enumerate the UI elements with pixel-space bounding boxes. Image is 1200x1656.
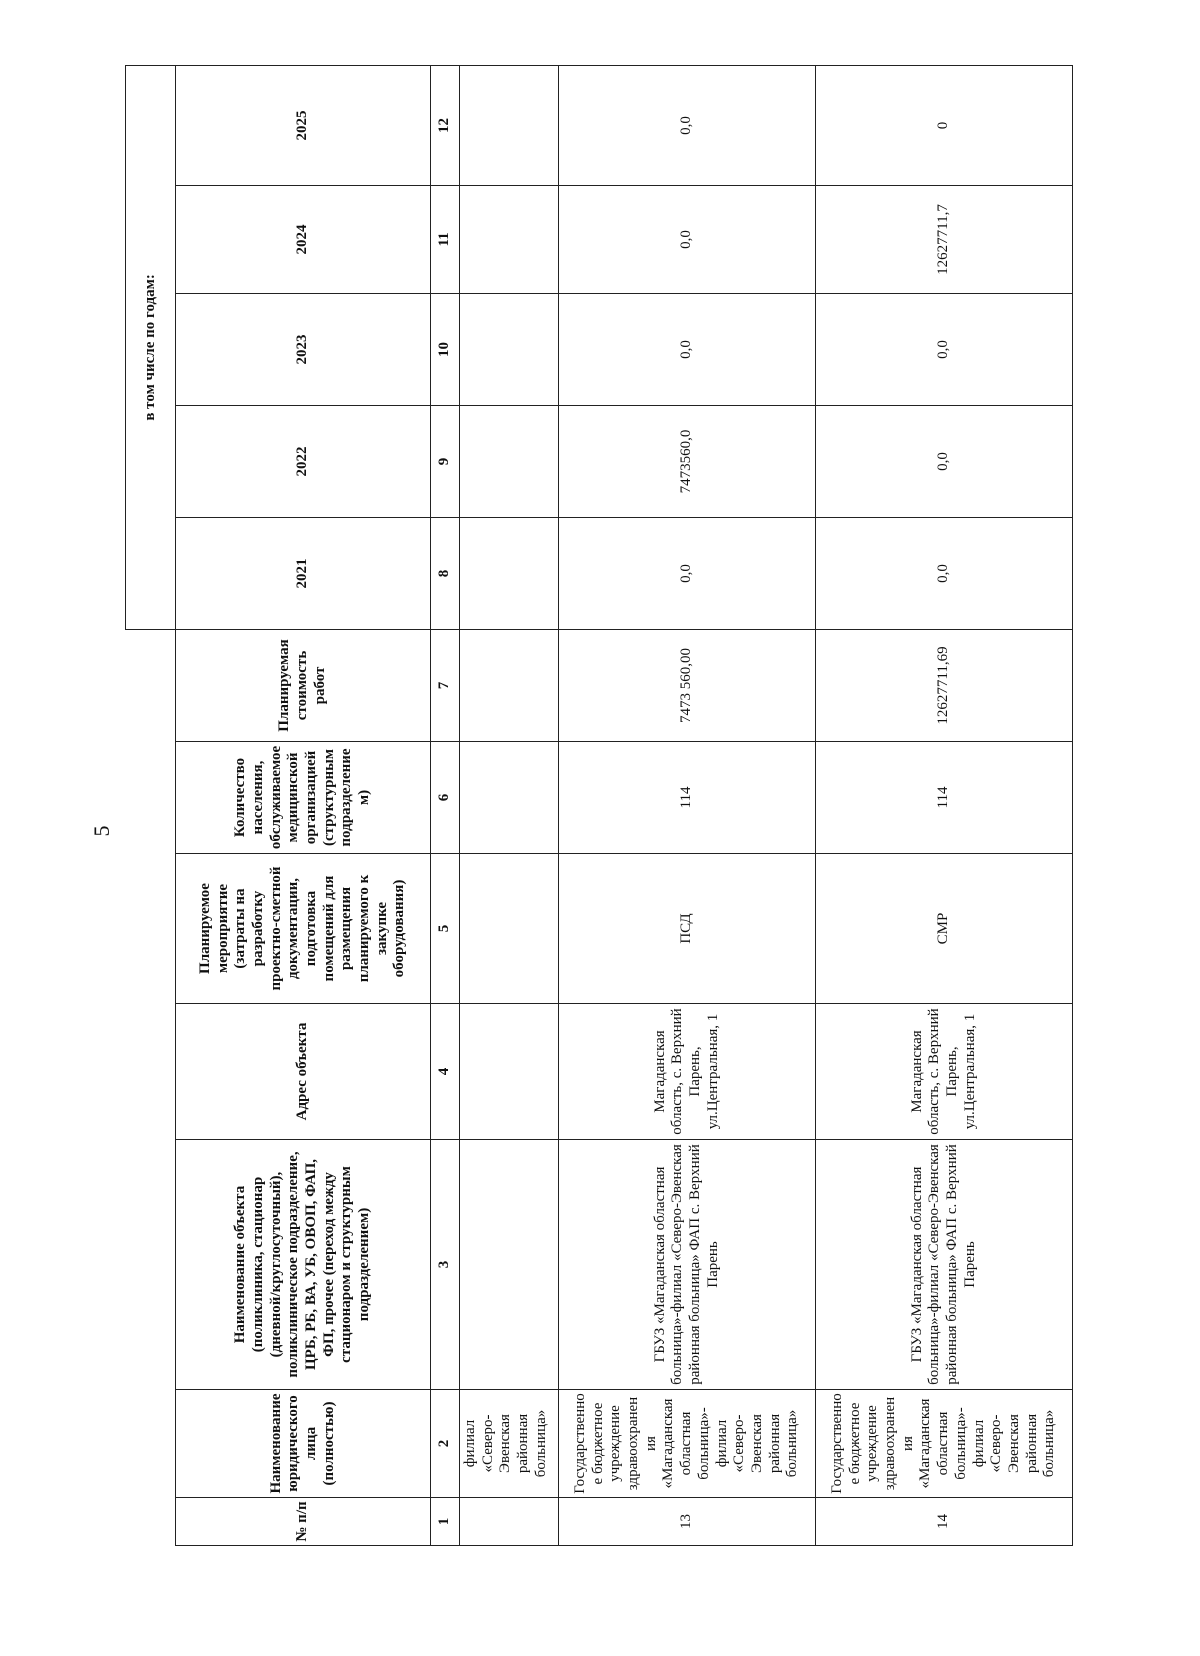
- cell-2022: [460, 405, 559, 517]
- column-number: 1: [431, 1498, 460, 1546]
- column-number: 11: [431, 185, 460, 293]
- column-number: 9: [431, 405, 460, 517]
- cell-address: [460, 1004, 559, 1140]
- column-number: 8: [431, 517, 460, 629]
- cell-2024: 12627711,7: [816, 185, 1073, 293]
- header-object-name: Наименование объекта (поликлиника, стационар (дневной/круглосуточный), поликлиническое подразделение, ЦРБ, РБ, ВА, УБ, ОВОП, ФАП, ФП, прочее (переход между стационаром и структурным подразделением): [176, 1140, 431, 1390]
- cell-object-name: [460, 1140, 559, 1390]
- header-num: № п/п: [176, 1498, 431, 1546]
- cell-population: 114: [559, 742, 816, 854]
- header-2023: 2023: [176, 293, 431, 405]
- cell-num: [460, 1498, 559, 1546]
- cell-address: Магаданская область, с. Верхний Парень, ул.Центральная, 1: [816, 1004, 1073, 1140]
- cell-population: [460, 742, 559, 854]
- header-address: Адрес объекта: [176, 1004, 431, 1140]
- cell-num: 13: [559, 1498, 816, 1546]
- cell-measure: СМР: [816, 854, 1073, 1004]
- table-row: [559, 65, 816, 1545]
- cell-2022: 7473560,0: [559, 405, 816, 517]
- cell-object-name: ГБУЗ «Магаданская областная больница»-филиал «Северо-Эвенская районная больница» ФАП с. Верхний Парень: [816, 1140, 1073, 1390]
- column-number: 7: [431, 629, 460, 741]
- cell-2023: 0,0: [559, 293, 816, 405]
- header-2024: 2024: [176, 185, 431, 293]
- column-number: 2: [431, 1390, 460, 1498]
- header-2021: 2021: [176, 517, 431, 629]
- column-number: 6: [431, 742, 460, 854]
- header-spacer: [126, 629, 176, 1545]
- column-number: 12: [431, 65, 460, 185]
- cell-legal-name: Государственное бюджетное учреждение здравоохранения «Магаданская областная больница»-филиал «Северо-Эвенская районная больница»: [559, 1390, 816, 1498]
- column-number: 4: [431, 1004, 460, 1140]
- cell-2025: [460, 65, 559, 185]
- group-header-by-years: в том числе по годам:: [126, 65, 176, 629]
- header-legal-name: Наименование юридического лица (полностью): [176, 1390, 431, 1498]
- header-population: Количество населения, обслуживаемое медицинской организацией (структурным подразделением): [176, 742, 431, 854]
- column-number: 10: [431, 293, 460, 405]
- column-number: 3: [431, 1140, 460, 1390]
- cell-2021: 0,0: [816, 517, 1073, 629]
- table-row: [460, 65, 559, 1545]
- table-row: [816, 65, 1073, 1545]
- cell-2023: 0,0: [816, 293, 1073, 405]
- header-2025: 2025: [176, 65, 431, 185]
- cell-2023: [460, 293, 559, 405]
- cell-2024: [460, 185, 559, 293]
- cell-2022: 0,0: [816, 405, 1073, 517]
- cell-2024: 0,0: [559, 185, 816, 293]
- cell-2025: 0: [816, 65, 1073, 185]
- header-2022: 2022: [176, 405, 431, 517]
- rotated-table-sheet: [125, 66, 1058, 1546]
- header-cost: Планируемая стоимость работ: [176, 629, 431, 741]
- cell-address: Магаданская область, с. Верхний Парень, ул.Центральная, 1: [559, 1004, 816, 1140]
- cell-2021: [460, 517, 559, 629]
- cell-legal-name: Государственное бюджетное учреждение здравоохранения «Магаданская областная больница»-филиал «Северо-Эвенская районная больница»: [816, 1390, 1073, 1498]
- cell-2021: 0,0: [559, 517, 816, 629]
- page-number: 5: [89, 825, 114, 837]
- cell-measure: [460, 854, 559, 1004]
- cell-2025: 0,0: [559, 65, 816, 185]
- cell-measure: ПСД: [559, 854, 816, 1004]
- column-number-row: [431, 65, 460, 1545]
- header-measure: Планируемое мероприятие (затраты на разработку проектно-сметной документации, подготовка помещений для размещения планируемого к закупке оборудования): [176, 854, 431, 1004]
- cell-num: 14: [816, 1498, 1073, 1546]
- cell-object-name: ГБУЗ «Магаданская областная больница»-филиал «Северо-Эвенская районная больница» ФАП с. Верхний Парень: [559, 1140, 816, 1390]
- cell-cost: 7473 560,00: [559, 629, 816, 741]
- funding-table: [125, 65, 1073, 1546]
- cell-cost: 12627711,69: [816, 629, 1073, 741]
- cell-cost: [460, 629, 559, 741]
- cell-population: 114: [816, 742, 1073, 854]
- column-number: 5: [431, 854, 460, 1004]
- cell-legal-name: филиал «Северо-Эвенская районная больница»: [460, 1390, 559, 1498]
